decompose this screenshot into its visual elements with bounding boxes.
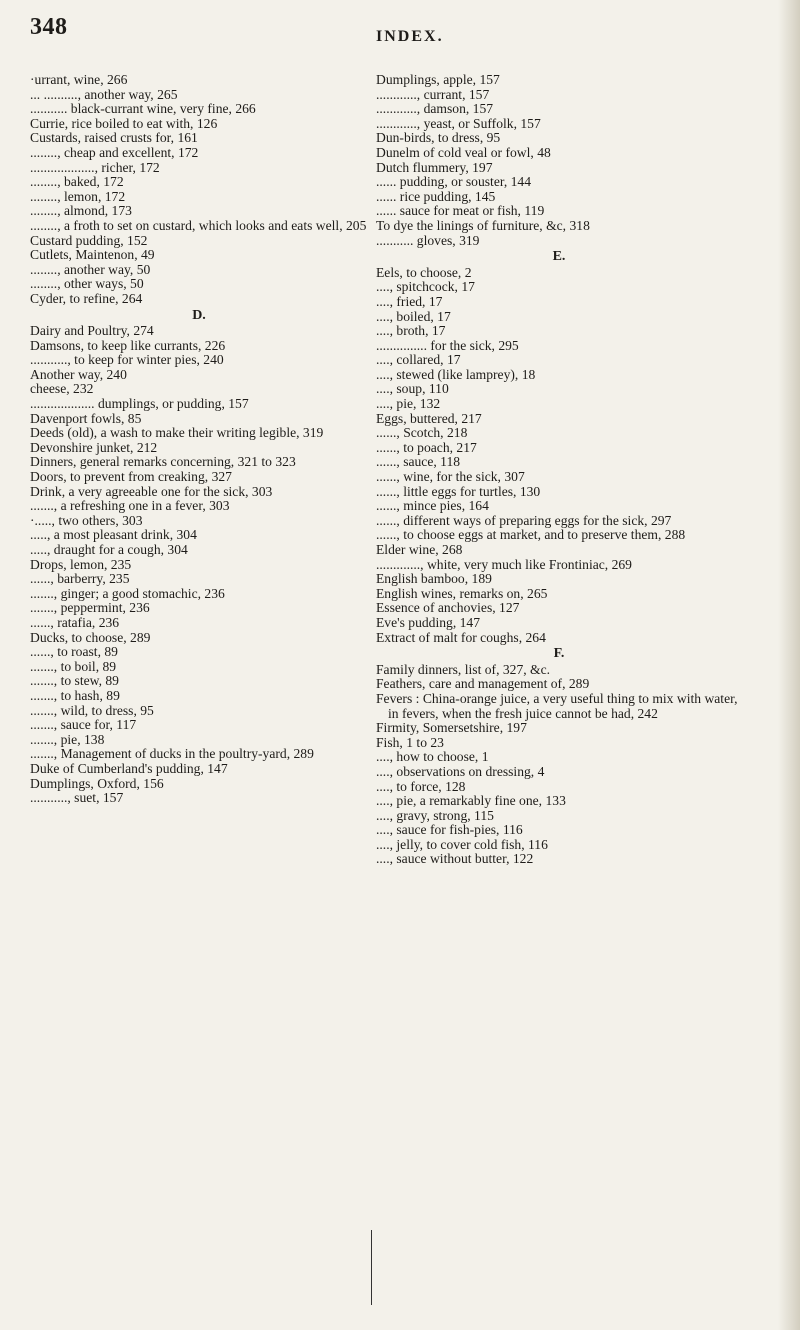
index-entry: Dumplings, Oxford, 156 bbox=[30, 775, 164, 791]
index-entry: Elder wine, 268 bbox=[376, 542, 463, 557]
index-entry: Cyder, to refine, 264 bbox=[30, 290, 143, 306]
index-entry: ......, mince pies, 164 bbox=[376, 498, 489, 514]
index-entry: Devonshire junket, 212 bbox=[30, 439, 158, 455]
index-entry: Essence of anchovies, 127 bbox=[376, 600, 520, 616]
page-edge-shadow bbox=[778, 0, 800, 1330]
running-head: INDEX. bbox=[376, 28, 444, 45]
index-entry: ......., to boil, 89 bbox=[30, 658, 117, 674]
index-entry: ........, lemon, 172 bbox=[30, 188, 126, 204]
margin-rule bbox=[371, 1230, 372, 1305]
index-entry: ............, damson, 157 bbox=[376, 101, 494, 117]
index-entry: Extract of malt for coughs, 264 bbox=[376, 629, 546, 645]
index-entry: ........, baked, 172 bbox=[30, 174, 124, 190]
index-entry: Ducks, to choose, 289 bbox=[30, 629, 151, 645]
index-entry: ......, little eggs for turtles, 130 bbox=[376, 483, 541, 499]
index-column-left bbox=[30, 73, 368, 806]
index-entry: ...., boiled, 17 bbox=[376, 308, 451, 324]
index-entry: Doors, to prevent from creaking, 327 bbox=[30, 469, 232, 485]
index-entry: ....., a most pleasant drink, 304 bbox=[30, 527, 197, 543]
index-entry: Cutlets, Maintenon, 49 bbox=[30, 247, 155, 263]
index-entry: Dumplings, apple, 157 bbox=[376, 72, 500, 87]
index-entry: Deeds (old), a wash to make their writing legible, 319 bbox=[30, 425, 324, 441]
index-entry: Firmity, Somersetshire, 197 bbox=[376, 720, 527, 736]
index-entry: Drops, lemon, 235 bbox=[30, 556, 132, 572]
index-entry: ..........., suet, 157 bbox=[30, 790, 124, 806]
index-entry: ... .........., another way, 265 bbox=[30, 86, 178, 102]
index-entry: ......., to stew, 89 bbox=[30, 673, 119, 689]
index-entry: ......, barberry, 235 bbox=[30, 571, 130, 587]
index-entry: ......, sauce, 118 bbox=[376, 454, 461, 470]
index-entry: ·....., two others, 303 bbox=[30, 512, 143, 528]
index-entry: Feathers, care and management of, 289 bbox=[376, 676, 590, 692]
index-entry: Damsons, to keep like currants, 226 bbox=[30, 337, 226, 353]
index-entry: ...., broth, 17 bbox=[376, 323, 446, 339]
index-entry: Currie, rice boiled to eat with, 126 bbox=[30, 115, 218, 131]
index-entry: cheese, 232 bbox=[30, 381, 94, 397]
index-entry: Eve's pudding, 147 bbox=[376, 614, 481, 630]
index-entry: ...., to force, 128 bbox=[376, 778, 466, 794]
index-entry: ........, a froth to set on custard, which looks and eats well, 205 bbox=[30, 217, 367, 233]
index-entry: ...... sauce for meat or fish, 119 bbox=[376, 203, 545, 219]
index-entry: Eels, to choose, 2 bbox=[376, 264, 472, 280]
index-entry: ....., draught for a cough, 304 bbox=[30, 542, 188, 557]
index-entry: ............., white, very much like Frontiniac, 269 bbox=[376, 556, 632, 572]
index-entry: ...., gravy, strong, 115 bbox=[376, 807, 494, 823]
index-entry: ......, to choose eggs at market, and to preserve them, 288 bbox=[376, 527, 686, 543]
index-entry: Dairy and Poultry, 274 bbox=[30, 323, 154, 339]
index-entry: To dye the linings of furniture, &c, 318 bbox=[376, 217, 590, 233]
index-entry: ·urrant, wine, 266 bbox=[30, 72, 128, 87]
index-entry: ......, wine, for the sick, 307 bbox=[376, 469, 525, 485]
index-entry: ......., a refreshing one in a fever, 303 bbox=[30, 498, 230, 514]
index-entry: ..................., richer, 172 bbox=[30, 159, 160, 175]
index-entry: ...., observations on dressing, 4 bbox=[376, 763, 545, 779]
index-column-right bbox=[376, 73, 742, 867]
index-entry: Fish, 1 to 23 bbox=[376, 734, 444, 750]
index-entry: ......., Management of ducks in the poultry-yard, 289 bbox=[30, 746, 314, 762]
index-entry: ........... gloves, 319 bbox=[376, 232, 480, 248]
index-entry: ......, different ways of preparing eggs for the sick, 297 bbox=[376, 512, 672, 528]
index-entry: ......, to roast, 89 bbox=[30, 644, 118, 660]
index-entry: Dutch flummery, 197 bbox=[376, 159, 493, 175]
index-entry: Fevers : China-orange juice, a very useful thing to mix with water, in fevers, when the fresh juice cannot be had, 242 bbox=[376, 690, 738, 721]
index-entry: English wines, remarks on, 265 bbox=[376, 585, 548, 601]
index-entry: ........, cheap and excellent, 172 bbox=[30, 144, 199, 160]
index-entry: ............, currant, 157 bbox=[376, 86, 490, 102]
index-entry: Another way, 240 bbox=[30, 366, 127, 382]
index-entry: Custard pudding, 152 bbox=[30, 232, 148, 248]
index-entry: Family dinners, list of, 327, &c. bbox=[376, 661, 551, 677]
page-number: 348 bbox=[30, 14, 68, 40]
index-entry: ............, yeast, or Suffolk, 157 bbox=[376, 115, 541, 131]
index-entry: ...., how to choose, 1 bbox=[376, 749, 489, 765]
index-entry: ......., wild, to dress, 95 bbox=[30, 702, 154, 718]
index-entry: ......., pie, 138 bbox=[30, 731, 105, 747]
index-entry: ..........., to keep for winter pies, 240 bbox=[30, 352, 224, 368]
index-entry: ........... black-currant wine, very fine, 266 bbox=[30, 101, 256, 117]
index-entry: ...., spitchcock, 17 bbox=[376, 279, 475, 295]
section-letter: F. bbox=[553, 646, 565, 662]
index-entry: ...., stewed (like lamprey), 18 bbox=[376, 366, 536, 382]
index-entry: ......, ratafia, 236 bbox=[30, 614, 120, 630]
index-entry: Dun-birds, to dress, 95 bbox=[376, 130, 501, 146]
index-entry: Dinners, general remarks concerning, 321 to 323 bbox=[30, 454, 296, 470]
index-entry: ...... rice pudding, 145 bbox=[376, 188, 496, 204]
index-entry: ......, to poach, 217 bbox=[376, 439, 477, 455]
index-entry: ......, Scotch, 218 bbox=[376, 425, 468, 441]
index-entry: English bamboo, 189 bbox=[376, 571, 492, 587]
index-entry: ......., to hash, 89 bbox=[30, 687, 120, 703]
section-letter: E. bbox=[552, 249, 566, 265]
index-entry: ........, other ways, 50 bbox=[30, 276, 144, 292]
index-entry: ...., pie, 132 bbox=[376, 396, 441, 412]
index-entry: ...., fried, 17 bbox=[376, 293, 443, 309]
index-entry: ........, almond, 173 bbox=[30, 203, 132, 219]
index-entry: ...., sauce for fish-pies, 116 bbox=[376, 822, 523, 838]
index-entry: ...., collared, 17 bbox=[376, 352, 461, 368]
index-entry: ............... for the sick, 295 bbox=[376, 337, 519, 353]
index-entry: ......., ginger; a good stomachic, 236 bbox=[30, 585, 225, 601]
index-entry: Custards, raised crusts for, 161 bbox=[30, 130, 198, 146]
index-entry: Duke of Cumberland's pudding, 147 bbox=[30, 760, 228, 776]
index-entry: Drink, a very agreeable one for the sick, 303 bbox=[30, 483, 273, 499]
index-entry: ...., soup, 110 bbox=[376, 381, 449, 397]
section-letter: D. bbox=[192, 307, 206, 323]
index-entry: ...... pudding, or souster, 144 bbox=[376, 174, 532, 190]
index-entry: ...., jelly, to cover cold fish, 116 bbox=[376, 836, 548, 852]
index-entry: Eggs, buttered, 217 bbox=[376, 410, 482, 426]
index-entry: ...., sauce without butter, 122 bbox=[376, 851, 534, 867]
index-entry: ...., pie, a remarkably fine one, 133 bbox=[376, 793, 566, 809]
index-entry: ................... dumplings, or pudding, 157 bbox=[30, 396, 249, 412]
index-entry: Davenport fowls, 85 bbox=[30, 410, 142, 426]
index-entry: ......., sauce for, 117 bbox=[30, 717, 137, 733]
index-entry: ......., peppermint, 236 bbox=[30, 600, 150, 616]
index-entry: ........, another way, 50 bbox=[30, 261, 151, 277]
index-entry: Dunelm of cold veal or fowl, 48 bbox=[376, 144, 551, 160]
